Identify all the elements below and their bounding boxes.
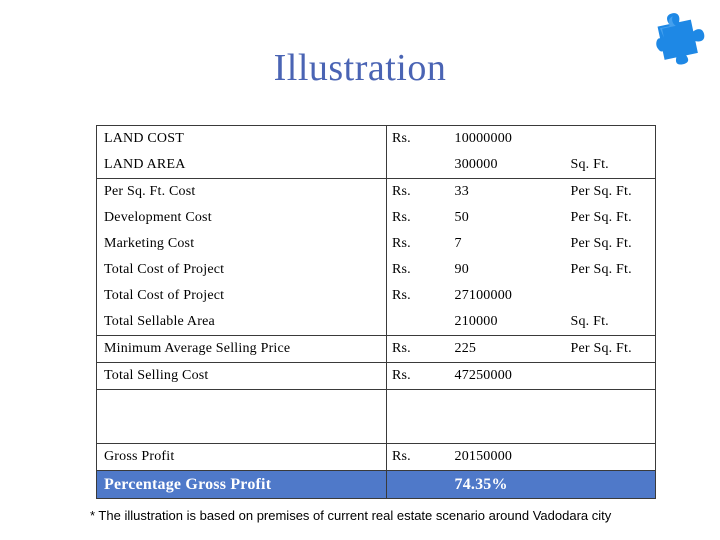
row-label: Development Cost (97, 205, 387, 231)
row-per (561, 363, 656, 390)
row-unit (387, 309, 445, 336)
row-label: Total Selling Cost (97, 363, 387, 390)
row-unit: Rs. (392, 131, 411, 146)
row-label: Total Cost of Project (97, 257, 387, 283)
row-value (445, 390, 561, 444)
puzzle-icon (648, 4, 714, 68)
row-unit: Rs. (392, 262, 411, 277)
row-value: 225 (445, 336, 561, 363)
row-per: Per Sq. Ft. (570, 210, 632, 225)
footnote: * The illustration is based on premises of current real estate scenario around Vadodara city (90, 508, 612, 523)
row-label: Per Sq. Ft. Cost (97, 179, 387, 206)
row-per (561, 444, 656, 471)
table-row (97, 283, 656, 309)
row-value: 10000000 (454, 131, 513, 146)
table-row (97, 179, 656, 206)
row-label: Total Sellable Area (97, 309, 387, 336)
table-row (97, 152, 656, 179)
row-unit (387, 390, 445, 444)
row-value: 27100000 (454, 288, 513, 303)
slide-title: Illustration (273, 47, 447, 89)
row-label: LAND AREA (97, 152, 387, 179)
row-unit: Rs. (392, 288, 411, 303)
row-unit: Rs. (387, 179, 445, 206)
row-unit: Rs. (387, 336, 445, 363)
row-unit (387, 152, 445, 179)
table-row (97, 309, 656, 336)
row-per (561, 126, 656, 153)
row-label: Percentage Gross Profit (97, 471, 387, 499)
table-row (97, 336, 656, 363)
table-row (97, 205, 656, 231)
table-row (97, 390, 656, 444)
row-per: Per Sq. Ft. (570, 262, 632, 277)
row-unit: Rs. (387, 444, 445, 471)
row-per: Per Sq. Ft. (561, 336, 656, 363)
row-per: Per Sq. Ft. (561, 179, 656, 206)
row-per: Sq. Ft. (570, 157, 609, 172)
row-label: Total Cost of Project (97, 283, 387, 309)
table-row-highlight (97, 471, 656, 499)
row-unit (387, 471, 445, 499)
table-row (97, 363, 656, 390)
row-value: 50 (454, 210, 469, 225)
table-row (97, 126, 656, 153)
table-row (97, 257, 656, 283)
row-per: Per Sq. Ft. (570, 236, 632, 251)
row-label: Minimum Average Selling Price (97, 336, 387, 363)
row-label: LAND COST (97, 126, 387, 153)
row-per: Sq. Ft. (570, 314, 609, 329)
row-per (561, 390, 656, 444)
row-per (561, 283, 656, 309)
row-unit: Rs. (387, 363, 445, 390)
row-value: 300000 (454, 157, 498, 172)
row-value: 90 (454, 262, 469, 277)
row-value: 47250000 (445, 363, 561, 390)
row-value: 74.35% (445, 471, 561, 499)
table-row (97, 444, 656, 471)
row-value: 7 (454, 236, 462, 251)
cost-table (96, 125, 656, 499)
table-row (97, 231, 656, 257)
row-per (561, 471, 656, 499)
row-unit: Rs. (392, 210, 411, 225)
row-value: 33 (445, 179, 561, 206)
row-value: 210000 (454, 314, 498, 329)
row-label: Gross Profit (97, 444, 387, 471)
row-value: 20150000 (445, 444, 561, 471)
row-unit: Rs. (392, 236, 411, 251)
row-label: Marketing Cost (97, 231, 387, 257)
row-label (97, 390, 387, 444)
